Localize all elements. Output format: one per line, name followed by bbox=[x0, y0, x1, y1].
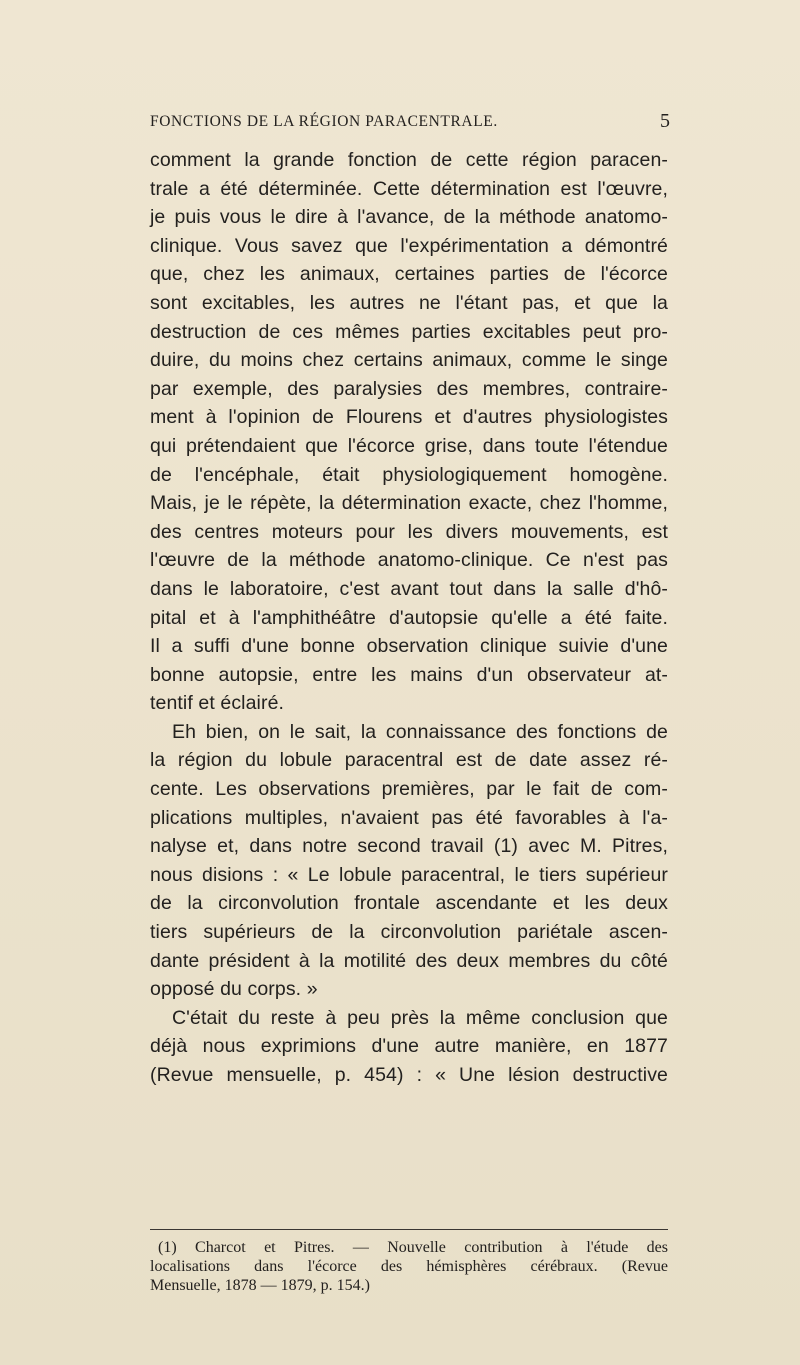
text-line: Mais, je le répète, la détermination exacte, chez l'homme, bbox=[150, 492, 668, 515]
text-line: Il a suffi d'une bonne observation clinique suivie d'une bbox=[150, 635, 668, 658]
text-line: par exemple, des paralysies des membres, contraire- bbox=[150, 377, 668, 400]
text-line: dante président à la motilité des deux membres du côté bbox=[150, 949, 668, 972]
text-line: ment à l'opinion de Flourens et d'autres physiologistes bbox=[150, 406, 668, 429]
footnote-line: Mensuelle, 1878 — 1879, p. 154.) bbox=[150, 1277, 370, 1294]
text-line: duire, du moins chez certains animaux, comme le singe bbox=[150, 349, 668, 372]
text-line: de la circonvolution frontale ascendante et les deux bbox=[150, 892, 668, 915]
text-line: qui prétendaient que l'écorce grise, dans toute l'étendue bbox=[150, 434, 668, 457]
running-head bbox=[150, 110, 670, 137]
text-line: cente. Les observations premières, par le fait de com- bbox=[150, 778, 668, 801]
text-line: déjà nous exprimions d'une autre manière, en 1877 bbox=[150, 1035, 668, 1058]
text-line: que, chez les animaux, certaines parties de l'écorce bbox=[150, 263, 668, 286]
body-text bbox=[150, 146, 668, 1090]
text-line: opposé du corps. » bbox=[150, 978, 318, 1001]
text-line: la région du lobule paracentral est de date assez ré- bbox=[150, 749, 668, 772]
text-line: bonne autopsie, entre les mains d'un observateur at- bbox=[150, 663, 668, 686]
text-line: de l'encéphale, était physiologiquement homogène. bbox=[150, 463, 668, 486]
text-line: (Revue mensuelle, p. 454) : « Une lésion destructive bbox=[150, 1064, 668, 1086]
footnote-divider bbox=[150, 1229, 668, 1230]
text-line: je puis vous le dire à l'avance, de la méthode anatomo- bbox=[150, 206, 668, 229]
text-line: l'œuvre de la méthode anatomo-clinique. Ce n'est pas bbox=[150, 549, 668, 572]
text-line: Eh bien, on le sait, la connaissance des fonctions de bbox=[172, 720, 668, 743]
text-line: nous disions : « Le lobule paracentral, le tiers supérieur bbox=[150, 863, 668, 886]
text-line: clinique. Vous savez que l'expérimentation a démontré bbox=[150, 234, 668, 257]
running-title: FONCTIONS DE LA RÉGION PARACENTRALE. bbox=[150, 113, 498, 130]
text-line: plications multiples, n'avaient pas été favorables à l'a- bbox=[150, 806, 668, 829]
text-line: dans le laboratoire, c'est avant tout dans la salle d'hô- bbox=[150, 577, 668, 600]
footnote-line: (1) Charcot et Pitres. — Nouvelle contribution à l'étude des bbox=[158, 1239, 668, 1256]
text-line: trale a été déterminée. Cette détermination est l'œuvre, bbox=[150, 177, 668, 200]
text-line: tiers supérieurs de la circonvolution pariétale ascen- bbox=[150, 921, 668, 944]
page-number: 5 bbox=[660, 110, 670, 132]
text-line: pital et à l'amphithéâtre d'autopsie qu'elle a été faite. bbox=[150, 606, 668, 629]
text-line: des centres moteurs pour les divers mouvements, est bbox=[150, 520, 668, 543]
text-line: sont excitables, les autres ne l'étant pas, et que la bbox=[150, 291, 668, 314]
footnote bbox=[150, 1238, 668, 1295]
text-line: tentif et éclairé. bbox=[150, 692, 285, 715]
text-line: C'était du reste à peu près la même conclusion que bbox=[172, 1006, 668, 1029]
text-line: comment la grande fonction de cette région paracen- bbox=[150, 149, 668, 171]
text-line: nalyse et, dans notre second travail (1) avec M. Pitres, bbox=[150, 835, 668, 858]
text-line: destruction de ces mêmes parties excitables peut pro- bbox=[150, 320, 668, 343]
footnote-line: localisations dans l'écorce des hémisphères cérébraux. (Revue bbox=[150, 1258, 668, 1275]
